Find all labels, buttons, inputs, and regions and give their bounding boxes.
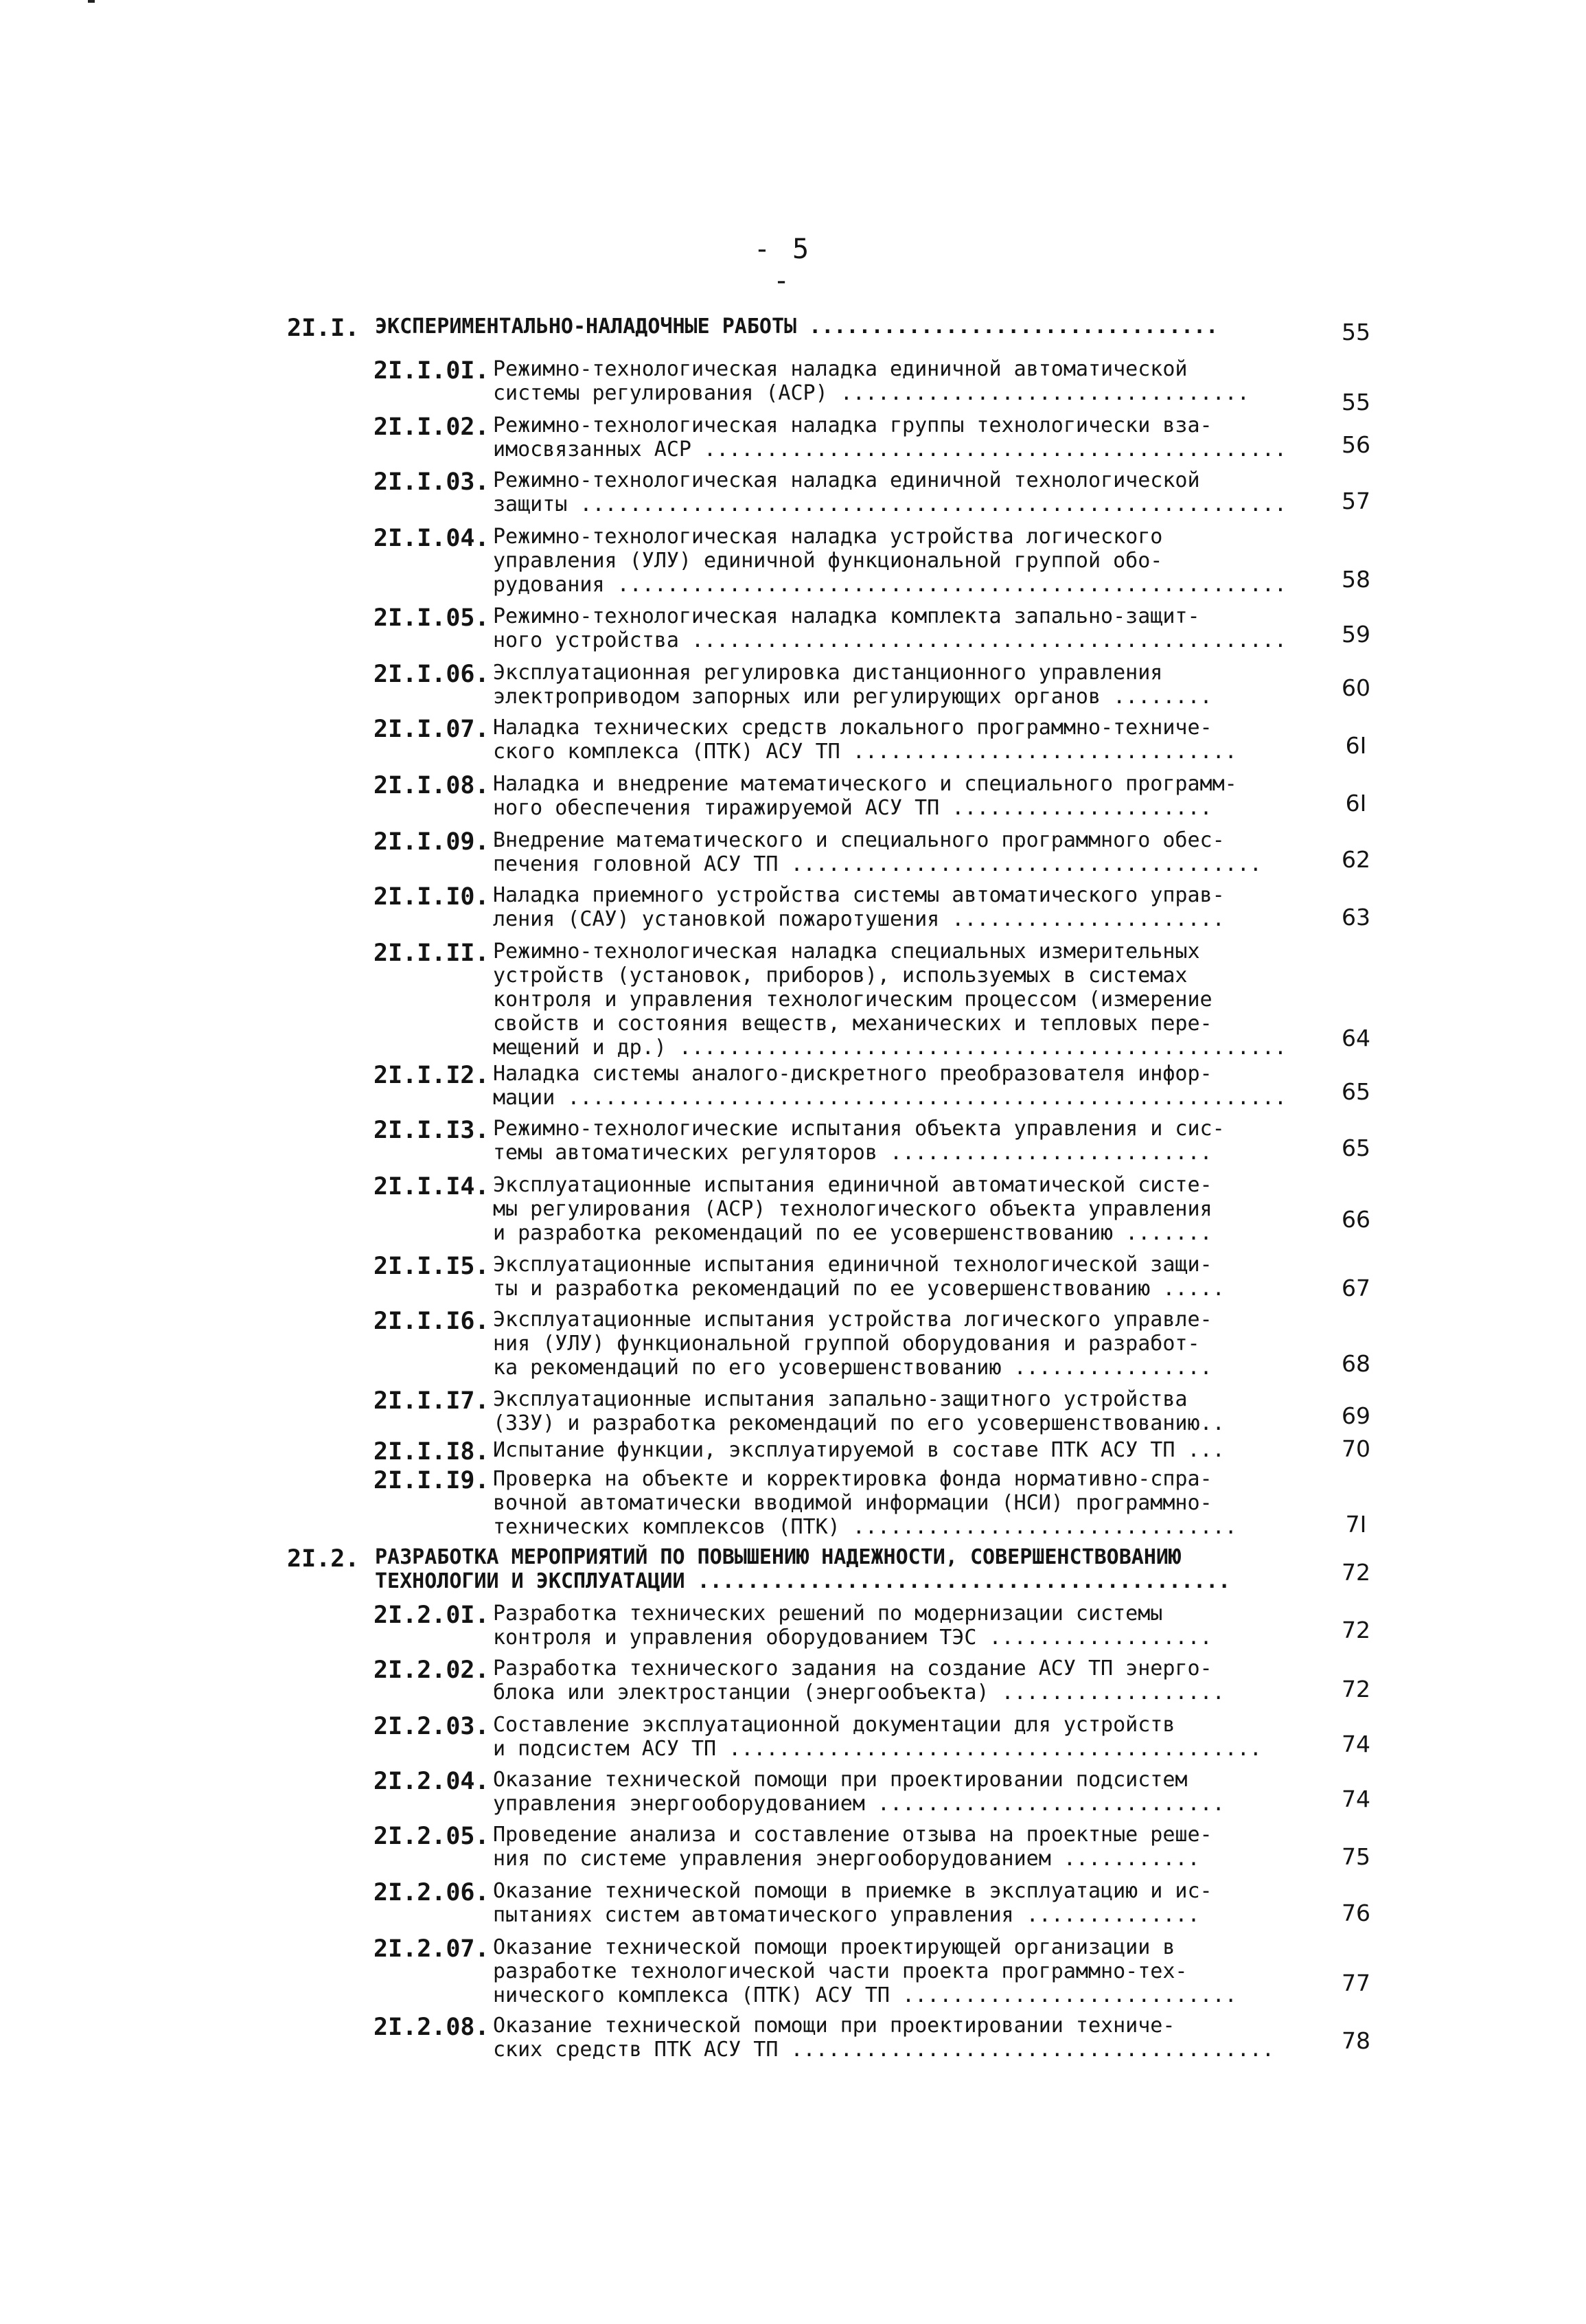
entry-text: Разработка технического задания на создание АСУ ТП энерго- блока или электростанции (энергообъекта) .................. [493,1656,1225,1705]
entry-page: 68 [1342,1350,1370,1377]
section-title: ЭКСПЕРИМЕНТАЛЬНО-НАЛАДОЧНЫЕ РАБОТЫ ................................. [375,315,1219,339]
entry-text: Оказание технической помощи при проектировании подсистем управления энергооборудованием ............................ [493,1768,1225,1816]
entry-number: 2I.I.I0. [373,883,490,911]
entry-page: 7I [1345,1511,1367,1538]
entry-page: 69 [1342,1402,1370,1429]
section-title: РАЗРАБОТКА МЕРОПРИЯТИЙ ПО ПОВЫШЕНИЮ НАДЕЖНОСТИ, СОВЕРШЕНСТВОВАНИЮ ТЕХНОЛОГИИ И ЭКСПЛУАТАЦИИ ........................................... [375,1545,1231,1593]
entry-number: 2I.2.04. [373,1768,490,1795]
entry-number: 2I.I.II. [373,939,490,967]
entry-text: Эксплуатационные испытания единичной технологической защи- ты и разработка рекомендаций по ее усовершенствованию ..... [493,1253,1225,1301]
entry-number: 2I.I.I7. [373,1387,490,1415]
entry-number: 2I.2.06. [373,1879,490,1906]
entry-page: 65 [1342,1135,1370,1161]
entry-number: 2I.2.02. [373,1656,490,1684]
entry-text: Режимно-технологическая наладка группы технологически вза- имосвязанных АСР ............................................... [493,413,1287,462]
entry-page: 55 [1342,389,1370,415]
entry-text: Наладка технических средств локального программно-техниче- ского комплекса (ПТК) АСУ ТП ............................... [493,716,1237,764]
entry-text: Оказание технической помощи при проектировании техниче- ских средств ПТК АСУ ТП ....................................... [493,2014,1274,2062]
entry-text: Проведение анализа и составление отзыва на проектные реше- ния по системе управления энергооборудованием ........... [493,1823,1213,1871]
entry-text: Испытание функции, эксплуатируемой в составе ПТК АСУ ТП ... [493,1438,1225,1462]
entry-number: 2I.2.03. [373,1713,490,1740]
entry-page: 56 [1342,431,1370,458]
entry-number: 2I.I.I3. [373,1117,490,1144]
page-number: - 5 - [753,233,812,297]
entry-page: 60 [1342,674,1370,701]
section-page: 72 [1342,1559,1370,1586]
entry-page: 74 [1342,1731,1370,1757]
entry-text: Эксплуатационные испытания устройства логического управле- ния (УЛУ) функциональной группой оборудования и разработ- ка рекомендаций по его усовершенствованию ................ [493,1308,1213,1380]
entry-page: 78 [1342,2027,1370,2054]
entry-number: 2I.I.02. [373,413,490,441]
entry-page: 72 [1342,1617,1370,1643]
entry-page: 6I [1345,732,1367,759]
section-number: 2I.2. [287,1545,360,1573]
entry-page: 72 [1342,1676,1370,1702]
entry-text: Режимно-технологические испытания объекта управления и сис- темы автоматических регуляторов .......................... [493,1117,1225,1165]
entry-text: Разработка технических решений по модернизации системы контроля и управления оборудованием ТЭС .................. [493,1602,1213,1650]
entry-number: 2I.I.I2. [373,1062,490,1089]
entry-text: Режимно-технологическая наладка единичной технологической защиты ......................................................... [493,468,1287,516]
entry-number: 2I.2.07. [373,1935,490,1963]
entry-text: Эксплуатационная регулировка дистанционного управления электроприводом запорных или регулирующих органов ........ [493,661,1213,709]
entry-number: 2I.I.I5. [373,1253,490,1280]
entry-page: 66 [1342,1206,1370,1233]
entry-text: Наладка и внедрение математического и специального программ- ного обеспечения тиражируемой АСУ ТП ..................... [493,772,1237,820]
entry-text: Режимно-технологическая наладка устройства логического управления (УЛУ) единичной функциональной группой обо- рудования ...................................................... [493,525,1287,597]
entry-text: Проверка на объекте и корректировка фонда нормативно-спра- вочной автоматически вводимой информации (НСИ) программно- технических комплексов (ПТК) ............................... [493,1467,1237,1539]
entry-text: Оказание технической помощи в приемке в эксплуатацию и ис- пытаниях систем автоматического управления .............. [493,1879,1213,1927]
entry-number: 2I.I.04. [373,525,490,552]
entry-page: 63 [1342,904,1370,931]
entry-number: 2I.I.I4. [373,1173,490,1200]
entry-page: 65 [1342,1078,1370,1105]
entry-page: 64 [1342,1025,1370,1051]
entry-page: 77 [1342,1970,1370,1996]
entry-number: 2I.I.03. [373,468,490,496]
entry-page: 62 [1342,846,1370,873]
entry-page: 75 [1342,1843,1370,1870]
entry-page: 74 [1342,1786,1370,1812]
entry-page: 76 [1342,1900,1370,1926]
entry-number: 2I.I.I6. [373,1308,490,1335]
entry-page: 57 [1342,488,1370,514]
entry-text: Эксплуатационные испытания запально-защитного устройства (ЗЗУ) и разработка рекомендаций по его усовершенствованию.. [493,1387,1225,1435]
entry-number: 2I.I.07. [373,716,490,743]
entry-number: 2I.2.0I. [373,1602,490,1629]
entry-text: Наладка приемного устройства системы автоматического управ- ления (САУ) установкой пожаротушения ...................... [493,883,1225,931]
entry-page: 70 [1342,1435,1370,1462]
entry-text: Внедрение математического и специального программного обес- печения головной АСУ ТП ...................................... [493,828,1262,876]
entry-text: Режимно-технологическая наладка специальных измерительных устройств (установок, приборов), используемых в системах контроля и управления технологическим процессом (измерение свойств и состояния веществ, механических и тепловых пере- мещений и др.) ................................................. [493,939,1287,1060]
entry-text: Режимно-технологическая наладка комплекта запально-защит- ного устройства ................................................ [493,604,1287,652]
entry-number: 2I.2.08. [373,2014,490,2041]
entry-text: Оказание технической помощи проектирующей организации в разработке технологической части проекта программно-тех- нического комплекса (ПТК) АСУ ТП ........................... [493,1935,1237,2007]
entry-number: 2I.I.09. [373,828,490,856]
entry-page: 59 [1342,621,1370,648]
entry-page: 6I [1345,790,1367,817]
table-of-contents [0,315,1586,2169]
section-number: 2I.I. [287,315,360,342]
entry-number: 2I.I.08. [373,772,490,799]
entry-text: Режимно-технологическая наладка единичной автоматической системы регулирования (АСР) ................................. [493,357,1250,405]
entry-number: 2I.I.I8. [373,1438,490,1466]
entry-number: 2I.I.05. [373,604,490,632]
entry-text: Наладка системы аналого-дискретного преобразователя инфор- мации .......................................................... [493,1062,1287,1110]
entry-text: Составление эксплуатационной документации для устройств и подсистем АСУ ТП ........................................... [493,1713,1262,1761]
entry-text: Эксплуатационные испытания единичной автоматической систе- мы регулирования (АСР) технологического объекта управления и разработка рекомендаций по ее усовершенствованию ....... [493,1173,1213,1245]
section-page: 55 [1342,319,1370,345]
entry-number: 2I.2.05. [373,1823,490,1850]
entry-number: 2I.I.06. [373,661,490,688]
entry-number: 2I.I.0I. [373,357,490,385]
entry-page: 58 [1342,566,1370,593]
scan-corner-mark [88,0,95,3]
entry-number: 2I.I.I9. [373,1467,490,1494]
entry-page: 67 [1342,1275,1370,1301]
